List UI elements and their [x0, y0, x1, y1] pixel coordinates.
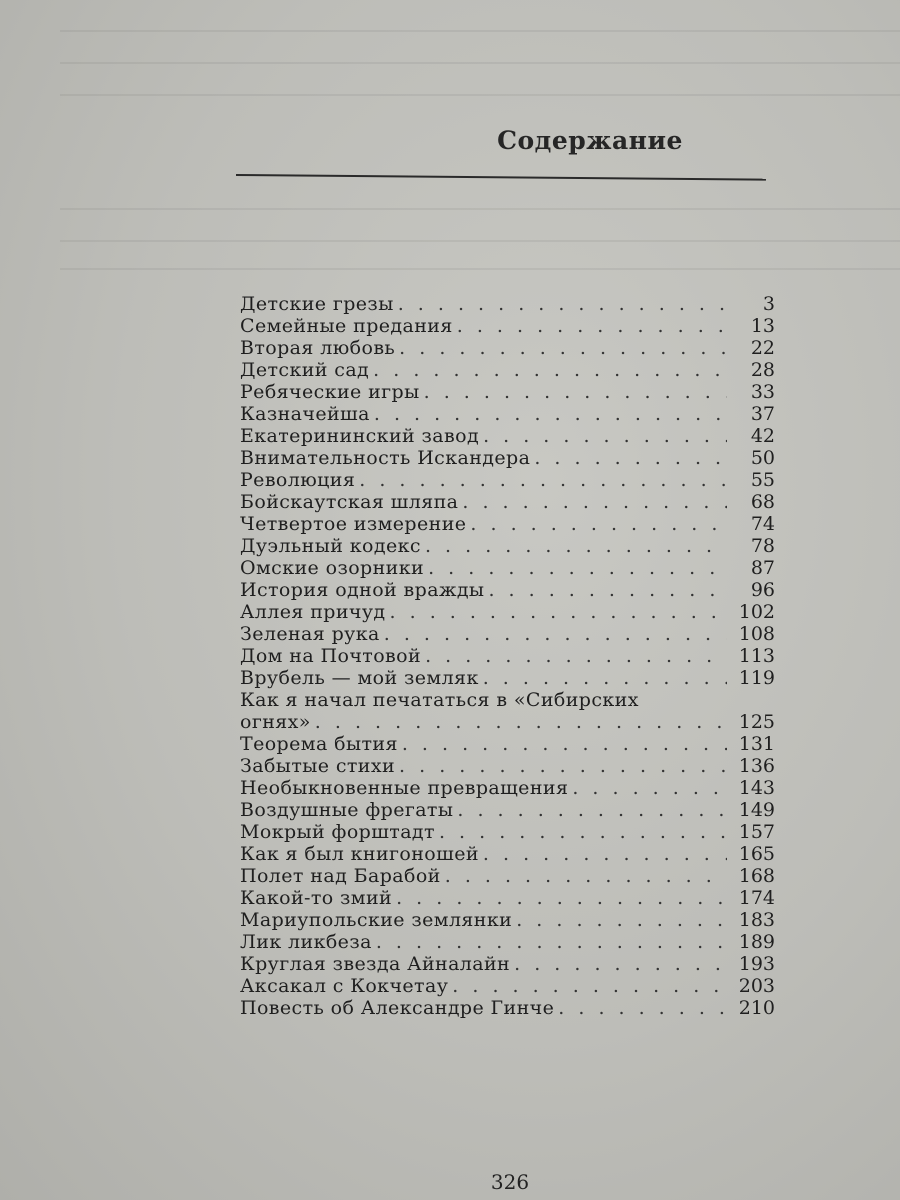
toc-entry: [240, 645, 775, 667]
toc-dot-leader: [398, 293, 727, 315]
toc-entry: [240, 777, 775, 799]
toc-dot-leader: [457, 315, 727, 337]
toc-entry-page: 37: [750, 403, 775, 425]
toc-entry: [240, 821, 775, 843]
toc-entry: [240, 447, 775, 469]
toc-entry-page: 210: [738, 997, 775, 1019]
toc-dot-leader: [514, 953, 727, 975]
toc-dot-leader: [439, 821, 727, 843]
toc-entry: [240, 799, 775, 821]
toc-entry-page: 168: [738, 865, 775, 887]
toc-entry-page: 174: [738, 887, 775, 909]
toc-entry-title: Повесть об Александре Гинче: [240, 997, 555, 1019]
toc-dot-leader: [425, 535, 727, 557]
toc-dot-leader: [424, 381, 727, 403]
toc-entry-page: 102: [738, 601, 775, 623]
title-underline: [236, 174, 766, 181]
toc-entry-page: 157: [738, 821, 775, 843]
toc-entry-page: 33: [750, 381, 775, 403]
toc-dot-leader: [390, 601, 727, 623]
toc-entry-page: 3: [762, 293, 775, 315]
toc-dot-leader: [396, 887, 727, 909]
toc-dot-leader: [315, 711, 727, 733]
toc-dot-leader: [399, 755, 727, 777]
toc-entry: [240, 997, 775, 1019]
toc-dot-leader: [452, 975, 727, 997]
toc-entry-page: 189: [738, 931, 775, 953]
toc-entry-page: 136: [738, 755, 775, 777]
toc-entry-title: Теорема бытия: [240, 733, 398, 755]
toc-dot-leader: [359, 469, 727, 491]
toc-dot-leader: [462, 491, 727, 513]
toc-entry: [240, 601, 775, 623]
toc-entry: [240, 865, 775, 887]
bleed-through-line: [60, 240, 900, 242]
toc-entry-title: Омские озорники: [240, 557, 425, 579]
toc-entry-title: Мариупольские землянки: [240, 909, 513, 931]
toc-entry: [240, 931, 775, 953]
toc-entry-title: Вторая любовь: [240, 337, 396, 359]
toc-entry-title: История одной вражды: [240, 579, 485, 601]
toc-dot-leader: [399, 337, 727, 359]
toc-entry-page: 22: [750, 337, 775, 359]
toc-entry-page: 50: [750, 447, 775, 469]
toc-entry-page: 143: [738, 777, 775, 799]
toc-dot-leader: [457, 799, 727, 821]
toc-dot-leader: [483, 843, 727, 865]
toc-entry-page: 119: [738, 667, 775, 689]
toc-dot-leader: [483, 425, 727, 447]
toc-entry-title: Детские грезы: [240, 293, 394, 315]
toc-entry-title: Четвертое измерение: [240, 513, 467, 535]
toc-entry: [240, 513, 775, 535]
toc-dot-leader: [376, 931, 727, 953]
toc-entry-title: Круглая звезда Айналайн: [240, 953, 511, 975]
toc-entry-title: Революция: [240, 469, 356, 491]
toc-entry-page: 68: [750, 491, 775, 513]
toc-dot-leader: [558, 997, 727, 1019]
toc-entry-page: 74: [750, 513, 775, 535]
toc-entry: [240, 887, 775, 909]
toc-entry: [240, 535, 775, 557]
toc-entry: [240, 293, 775, 315]
bleed-through-line: [60, 268, 900, 270]
toc-entry: [240, 469, 775, 491]
toc-entry: [240, 381, 775, 403]
toc-entry: [240, 909, 775, 931]
toc-dot-leader: [483, 667, 727, 689]
toc-entry: [240, 755, 775, 777]
page-title: Содержание: [497, 126, 683, 155]
toc-entry: [240, 315, 775, 337]
toc-entry: [240, 975, 775, 997]
toc-entry: [240, 403, 775, 425]
toc-dot-leader: [534, 447, 727, 469]
toc-entry: [240, 491, 775, 513]
toc-entry: [240, 359, 775, 381]
toc-entry-title: Как я начал печататься в «Сибирских: [240, 689, 639, 711]
toc-dot-leader: [470, 513, 727, 535]
toc-dot-leader: [445, 865, 727, 887]
bleed-through-line: [60, 94, 900, 96]
bleed-through-line: [60, 30, 900, 32]
page-number: 326: [490, 1170, 530, 1194]
toc-entry-title: Полет над Барабой: [240, 865, 441, 887]
toc-entry-title: Внимательность Искандера: [240, 447, 531, 469]
toc-entry-title: Забытые стихи: [240, 755, 396, 777]
bleed-through-line: [60, 208, 900, 210]
toc-entry-title: Мокрый форштадт: [240, 821, 435, 843]
toc-entry-title: Бойскаутская шляпа: [240, 491, 459, 513]
toc-entry-title: Дом на Почтовой: [240, 645, 422, 667]
toc-entry-title: Какой-то змий: [240, 887, 393, 909]
toc-entry: [240, 843, 775, 865]
toc-entry-page: 165: [738, 843, 775, 865]
toc-entry: [240, 579, 775, 601]
toc-entry-wrapped-first-line: [240, 689, 775, 711]
toc-entry-page: 108: [738, 623, 775, 645]
toc-dot-leader: [428, 557, 727, 579]
toc-entry-page: 78: [750, 535, 775, 557]
toc-entry: [240, 425, 775, 447]
toc-dot-leader: [572, 777, 727, 799]
toc-entry: [240, 711, 775, 733]
toc-entry-title: Дуэльный кодекс: [240, 535, 421, 557]
toc-entry-title: Аллея причуд: [240, 601, 386, 623]
toc-entry-title: Екатерининский завод: [240, 425, 480, 447]
toc-entry-page: 113: [738, 645, 775, 667]
toc-entry-title: Воздушные фрегаты: [240, 799, 454, 821]
toc-entry-page: 193: [738, 953, 775, 975]
toc-entry-page: 55: [750, 469, 775, 491]
toc-entry-page: 42: [750, 425, 775, 447]
toc-entry-page: 87: [750, 557, 775, 579]
toc-entry-page: 183: [738, 909, 775, 931]
toc-entry-title: Лик ликбеза: [240, 931, 372, 953]
toc-entry: [240, 667, 775, 689]
toc-dot-leader: [488, 579, 727, 601]
toc-entry: [240, 953, 775, 975]
toc-entry-title: Врубель — мой земляк: [240, 667, 479, 689]
toc-entry-page: 125: [738, 711, 775, 733]
toc-entry: [240, 623, 775, 645]
table-of-contents: [240, 293, 775, 1019]
toc-dot-leader: [384, 623, 727, 645]
toc-entry-title: Аксакал с Кокчетау: [240, 975, 449, 997]
toc-entry-title-continued: огнях»: [240, 711, 311, 733]
toc-entry-title: Семейные предания: [240, 315, 453, 337]
toc-dot-leader: [402, 733, 727, 755]
toc-entry: [240, 557, 775, 579]
toc-entry-title: Зеленая рука: [240, 623, 380, 645]
toc-entry-title: Как я был книгоношей: [240, 843, 479, 865]
toc-entry-page: 203: [738, 975, 775, 997]
toc-dot-leader: [374, 403, 727, 425]
toc-entry: [240, 733, 775, 755]
toc-dot-leader: [516, 909, 727, 931]
toc-entry: [240, 337, 775, 359]
toc-entry-page: 28: [750, 359, 775, 381]
toc-entry-page: 149: [738, 799, 775, 821]
toc-entry-page: 96: [750, 579, 775, 601]
toc-entry-title: Необыкновенные превращения: [240, 777, 569, 799]
toc-dot-leader: [425, 645, 727, 667]
toc-dot-leader: [373, 359, 727, 381]
toc-entry-page: 131: [738, 733, 775, 755]
toc-entry-title: Детский сад: [240, 359, 370, 381]
toc-entry-title: Ребяческие игры: [240, 381, 420, 403]
toc-entry-page: 13: [750, 315, 775, 337]
bleed-through-line: [60, 62, 900, 64]
toc-entry-title: Казначейша: [240, 403, 370, 425]
